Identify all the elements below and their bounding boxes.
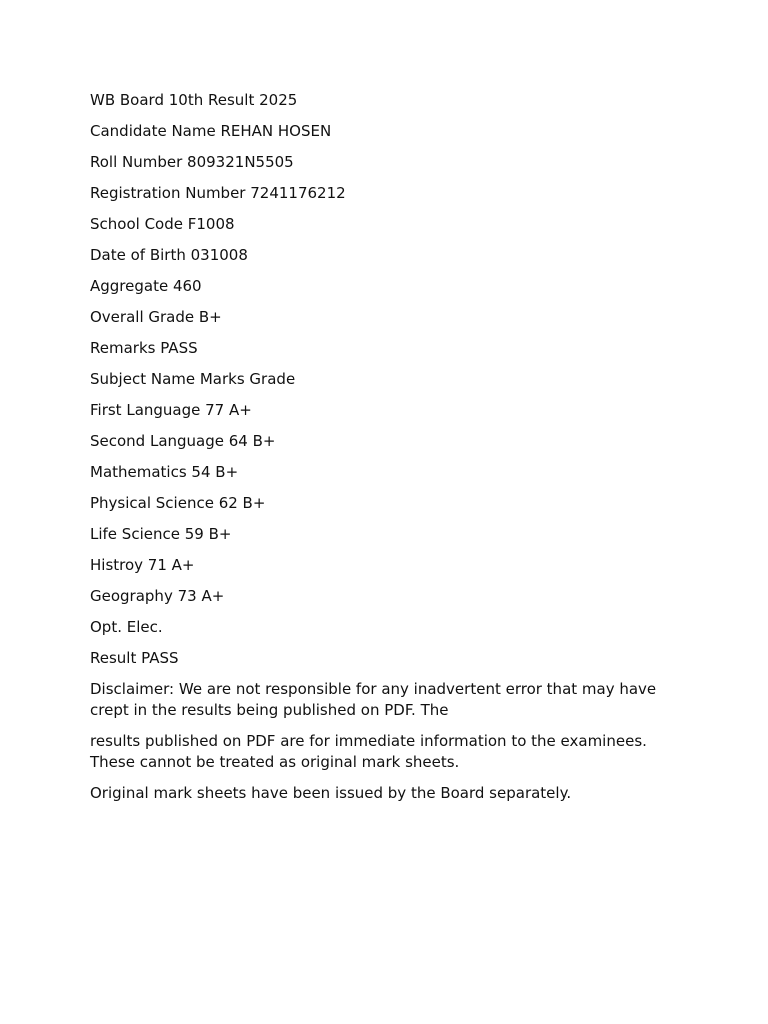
- remarks: Remarks PASS: [90, 339, 198, 357]
- candidate-name: Candidate Name REHAN HOSEN: [90, 122, 332, 140]
- subject-row: First Language 77 A+: [90, 401, 252, 419]
- subject-table-header: Subject Name Marks Grade: [90, 370, 296, 388]
- disclaimer-paragraph: Original mark sheets have been issued by the Board separately.: [90, 784, 572, 802]
- school-code: School Code F1008: [90, 215, 235, 233]
- subject-row: Physical Science 62 B+: [90, 494, 266, 512]
- subject-row: Histroy 71 A+: [90, 556, 195, 574]
- date-of-birth: Date of Birth 031008: [90, 246, 248, 264]
- subject-row: Life Science 59 B+: [90, 525, 232, 543]
- overall-grade: Overall Grade B+: [90, 308, 222, 326]
- final-result: Result PASS: [90, 649, 179, 667]
- subject-row: Second Language 64 B+: [90, 432, 276, 450]
- subject-row: Mathematics 54 B+: [90, 463, 239, 481]
- disclaimer-paragraph: results published on PDF are for immediate information to the examinees. These cannot be treated as original mark sheets.: [90, 732, 647, 771]
- disclaimer-paragraph: Disclaimer: We are not responsible for any inadvertent error that may have crept in the results being published on PDF. The: [90, 680, 657, 719]
- aggregate: Aggregate 460: [90, 277, 202, 295]
- document-title: WB Board 10th Result 2025: [90, 91, 298, 109]
- result-document: [90, 90, 680, 814]
- roll-number: Roll Number 809321N5505: [90, 153, 294, 171]
- subject-row: Geography 73 A+: [90, 587, 225, 605]
- subject-row: Opt. Elec.: [90, 618, 163, 636]
- registration-number: Registration Number 7241176212: [90, 184, 346, 202]
